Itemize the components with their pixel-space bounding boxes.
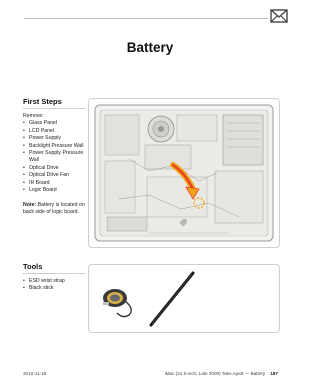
imac-interior-photo	[88, 98, 280, 248]
mail-icon[interactable]	[270, 9, 288, 23]
remove-label: Remove:	[23, 113, 44, 119]
list-item: • Black stick	[23, 285, 65, 292]
first-steps-rule	[23, 108, 85, 109]
list-item: • Logic Board	[23, 187, 85, 194]
footer-doc-title: iMac (21.5-inch, Late 2009) Take Apart — Battery	[164, 371, 266, 376]
tools-illustration	[89, 265, 279, 332]
header-rule	[24, 18, 268, 19]
page-number: 187	[270, 371, 278, 376]
note-text: Battery is located on back side of logic board.	[23, 202, 85, 216]
esd-wrist-strap-icon	[103, 289, 131, 317]
black-stick-icon	[151, 273, 193, 325]
tools-list	[23, 278, 65, 293]
list-item: • ESD wrist strap	[23, 278, 65, 285]
list-item: • Backlight Pressure Wall	[23, 143, 85, 150]
callout-arrow-icon	[89, 99, 279, 247]
remove-list	[23, 120, 85, 194]
tools-text	[23, 278, 65, 293]
note-label: Note:	[23, 202, 37, 208]
page-title: Battery	[126, 40, 174, 55]
first-steps-text	[23, 113, 85, 194]
list-item: • Glass Panel	[23, 120, 85, 127]
tools-heading: Tools	[23, 262, 43, 271]
list-item: • Power Supply Pressure Wall	[23, 150, 85, 165]
list-item: • IR Board	[23, 180, 85, 187]
first-steps-heading: First Steps	[23, 97, 62, 106]
tools-rule	[23, 273, 85, 274]
list-item: • Power Supply	[23, 135, 85, 142]
list-item: • Optical Drive	[23, 165, 85, 172]
list-item: • LCD Panel	[23, 128, 85, 135]
footer-date: 2010-11-18	[23, 371, 47, 376]
note	[23, 202, 85, 216]
tools-photo	[88, 264, 280, 333]
footer-info	[165, 371, 278, 376]
list-item: • Optical Drive Fan	[23, 172, 85, 179]
